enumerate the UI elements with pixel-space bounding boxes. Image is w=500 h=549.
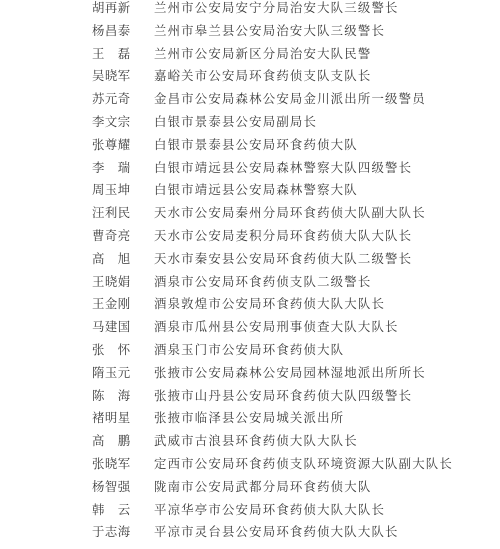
list-item <box>92 88 492 111</box>
person-name: 隋玉元 <box>92 364 131 380</box>
person-name: 马建国 <box>92 319 131 335</box>
list-item <box>92 65 492 88</box>
list-item <box>92 271 492 294</box>
person-title: 酒泉敦煌市公安局环食药侦大队大队长 <box>154 296 386 312</box>
person-title: 平凉华亭市公安局环食药侦大队大队长 <box>154 501 386 517</box>
list-item <box>92 134 492 157</box>
person-title: 酒泉市瓜州县公安局刑事侦查大队大队长 <box>154 319 399 335</box>
list-item <box>92 339 492 362</box>
person-name: 王晓娟 <box>92 273 131 289</box>
list-item <box>92 20 492 43</box>
person-title: 白银市景泰县公安局副局长 <box>154 113 318 129</box>
person-name: 韩 云 <box>92 501 131 517</box>
person-name: 杨昌泰 <box>92 22 131 38</box>
person-title: 兰州市公安局新区分局治安大队民警 <box>154 45 372 61</box>
person-title: 定西市公安局环食药侦支队环境资源大队副大队长 <box>154 455 453 471</box>
person-name: 曹奇亮 <box>92 227 131 243</box>
list-item <box>92 179 492 202</box>
person-title: 张掖市公安局森林公安局园林湿地派出所所长 <box>154 364 426 380</box>
person-title: 白银市靖远县公安局森林警察大队四级警长 <box>154 159 413 175</box>
person-name: 张 怀 <box>92 341 131 357</box>
person-name: 王金刚 <box>92 296 131 312</box>
list-item <box>92 407 492 430</box>
person-title: 兰州市公安局安宁分局治安大队三级警长 <box>154 0 399 15</box>
person-name: 张尊耀 <box>92 136 131 152</box>
list-item <box>92 248 492 271</box>
person-name: 陈 海 <box>92 387 131 403</box>
person-title: 天水市公安局麦积分局环食药侦大队大队长 <box>154 227 413 243</box>
list-item <box>92 521 492 544</box>
person-title: 张掖市临泽县公安局城关派出所 <box>154 410 345 426</box>
list-item <box>92 225 492 248</box>
person-name: 王 磊 <box>92 45 131 61</box>
person-title: 白银市靖远县公安局森林警察大队 <box>154 182 358 198</box>
list-item <box>92 43 492 66</box>
person-name: 杨智强 <box>92 478 131 494</box>
person-name: 褚明星 <box>92 410 131 426</box>
person-title: 兰州市皋兰县公安局治安大队三级警长 <box>154 22 386 38</box>
list-item <box>92 157 492 180</box>
list-item <box>92 430 492 453</box>
person-title: 白银市景泰县公安局环食药侦大队 <box>154 136 358 152</box>
person-title: 金昌市公安局森林公安局金川派出所一级警员 <box>154 91 426 107</box>
list-item <box>92 362 492 385</box>
person-name: 周玉坤 <box>92 182 131 198</box>
person-name: 高 旭 <box>92 250 131 266</box>
person-name: 张晓军 <box>92 455 131 471</box>
person-title: 天水市秦安县公安局环食药侦大队二级警长 <box>154 250 413 266</box>
person-title: 酒泉玉门市公安局环食药侦大队 <box>154 341 345 357</box>
list-item <box>92 453 492 476</box>
person-title: 武威市古浪县环食药侦大队大队长 <box>154 433 358 449</box>
person-title: 陇南市公安局武都分局环食药侦大队 <box>154 478 372 494</box>
person-name: 胡再新 <box>92 0 131 15</box>
person-name: 于志海 <box>92 524 131 540</box>
person-name: 李 瑞 <box>92 159 131 175</box>
person-title: 酒泉市公安局环食药侦支队二级警长 <box>154 273 372 289</box>
person-title: 平凉市灵台县公安局环食药侦大队大队长 <box>154 524 399 540</box>
person-name: 吴晓军 <box>92 68 131 84</box>
list-item <box>92 316 492 339</box>
person-name: 李文宗 <box>92 113 131 129</box>
list-item <box>92 202 492 225</box>
honoree-list <box>92 0 492 544</box>
list-item <box>92 499 492 522</box>
list-item <box>92 0 492 20</box>
person-name: 高 鹏 <box>92 433 131 449</box>
list-item <box>92 476 492 499</box>
list-item <box>92 385 492 408</box>
person-title: 张掖市山丹县公安局环食药侦大队四级警长 <box>154 387 413 403</box>
person-name: 苏元奇 <box>92 91 131 107</box>
list-item <box>92 111 492 134</box>
person-title: 嘉峪关市公安局环食药侦支队支队长 <box>154 68 372 84</box>
person-name: 汪利民 <box>92 205 131 221</box>
list-item <box>92 293 492 316</box>
person-title: 天水市公安局秦州分局环食药侦大队副大队长 <box>154 205 426 221</box>
